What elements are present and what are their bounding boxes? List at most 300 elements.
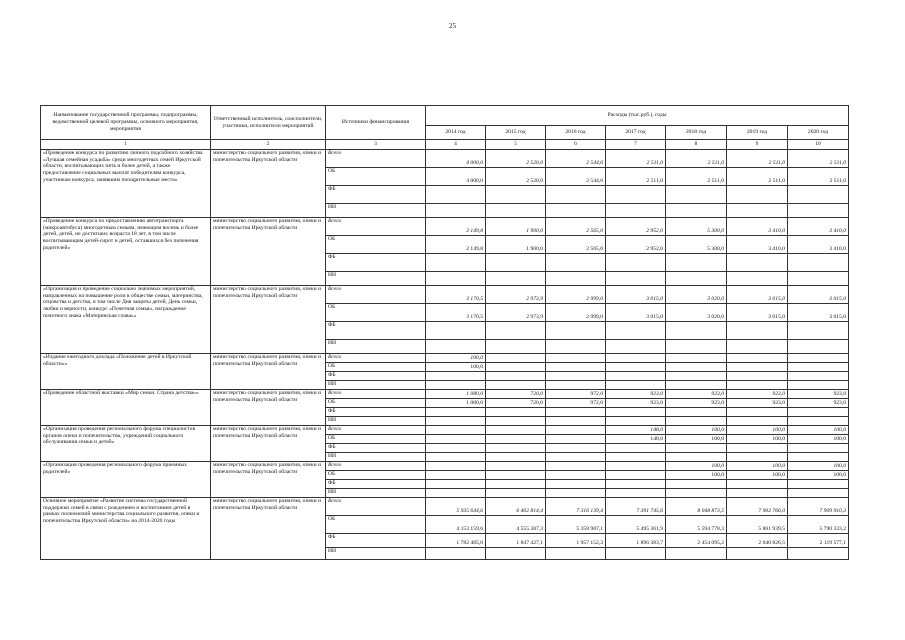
- amount-cell: [606, 354, 666, 363]
- amount-cell: 2 511,0: [606, 168, 666, 186]
- amount-cell: [486, 363, 546, 372]
- amount-cell: 2 511,0: [788, 168, 849, 186]
- header-year: 2014 год: [426, 126, 486, 140]
- funding-source: ИИ: [326, 489, 426, 498]
- measure-executor: министерство социального развития, опеки и попечительства Иркутской области: [211, 150, 326, 218]
- amount-cell: 5 300,0: [666, 218, 727, 236]
- funding-source: Всего: [326, 390, 426, 399]
- header-year: 2020 год: [788, 126, 849, 140]
- funding-source: ИИ: [326, 340, 426, 354]
- amount-cell: [426, 426, 486, 435]
- table-row: [41, 218, 849, 236]
- amount-cell: 972,0: [546, 399, 606, 408]
- measure-executor: министерство социального развития, опеки и попечительства Иркутской области: [211, 218, 326, 286]
- funding-source: ФБ: [326, 186, 426, 204]
- amount-cell: [486, 480, 546, 489]
- amount-cell: 3 015,0: [606, 286, 666, 304]
- amount-cell: [788, 322, 849, 340]
- amount-cell: 4 153 159,6: [426, 516, 486, 534]
- amount-cell: [486, 354, 546, 363]
- header-year: 2018 год: [666, 126, 727, 140]
- amount-cell: 3 170,5: [426, 286, 486, 304]
- amount-cell: 5 861 939,5: [727, 516, 788, 534]
- amount-cell: [426, 381, 486, 390]
- amount-cell: [606, 471, 666, 480]
- amount-cell: 3 015,0: [788, 286, 849, 304]
- amount-cell: [486, 186, 546, 204]
- amount-cell: [426, 453, 486, 462]
- amount-cell: [546, 444, 606, 453]
- table-row: [41, 150, 849, 168]
- amount-cell: 100,0: [727, 462, 788, 471]
- amount-cell: [727, 480, 788, 489]
- amount-cell: 1 957 152,3: [546, 534, 606, 548]
- column-index: 3: [326, 140, 426, 150]
- amount-cell: [486, 435, 546, 444]
- amount-cell: 2 511,0: [606, 150, 666, 168]
- amount-cell: 2 520,0: [486, 168, 546, 186]
- amount-cell: [606, 417, 666, 426]
- amount-cell: [426, 272, 486, 286]
- amount-cell: 3 015,0: [727, 286, 788, 304]
- amount-cell: 100,0: [426, 363, 486, 372]
- amount-cell: 100,0: [788, 471, 849, 480]
- amount-cell: [546, 489, 606, 498]
- table-row: [41, 390, 849, 399]
- amount-cell: [426, 489, 486, 498]
- amount-cell: 923,0: [727, 390, 788, 399]
- amount-cell: [486, 471, 546, 480]
- amount-cell: [486, 417, 546, 426]
- funding-source: ОБ: [326, 236, 426, 254]
- measure-executor: министерство социального развития, опеки и попечительства Иркутской области: [211, 498, 326, 560]
- amount-cell: 2 119 577,1: [788, 534, 849, 548]
- amount-cell: [666, 372, 727, 381]
- amount-cell: [426, 254, 486, 272]
- amount-cell: 720,0: [486, 390, 546, 399]
- amount-cell: 2 973,9: [486, 286, 546, 304]
- amount-cell: [546, 471, 606, 480]
- amount-cell: [727, 381, 788, 390]
- amount-cell: [788, 408, 849, 417]
- amount-cell: [426, 417, 486, 426]
- amount-cell: 100,0: [666, 426, 727, 435]
- amount-cell: 2 149,8: [426, 218, 486, 236]
- column-index: 4: [426, 140, 486, 150]
- table-row: [41, 498, 849, 516]
- amount-cell: [606, 204, 666, 218]
- header-expenses: Расходы (тыс.руб.), годы: [426, 106, 849, 126]
- amount-cell: [546, 322, 606, 340]
- amount-cell: 2 511,0: [788, 150, 849, 168]
- header-year: 2016 год: [546, 126, 606, 140]
- amount-cell: 2 511,0: [666, 150, 727, 168]
- amount-cell: [666, 204, 727, 218]
- amount-cell: [546, 417, 606, 426]
- amount-cell: [788, 186, 849, 204]
- funding-source: Всего: [326, 354, 426, 363]
- header-year: 2015 год: [486, 126, 546, 140]
- funding-source: ОБ: [326, 399, 426, 408]
- amount-cell: 3 410,0: [727, 218, 788, 236]
- amount-cell: [788, 354, 849, 363]
- measure-name: Основное мероприятие «Развитие системы государственной поддержки семей в связи с рождением и воспитанием детей в рамках полномочий министерства социального развития, опеки и попечительства Иркутской области» на 2014-2020 годы: [41, 498, 211, 560]
- amount-cell: [486, 462, 546, 471]
- amount-cell: [727, 322, 788, 340]
- amount-cell: [788, 363, 849, 372]
- amount-cell: 4 000,0: [426, 150, 486, 168]
- amount-cell: [727, 548, 788, 560]
- amount-cell: [666, 254, 727, 272]
- amount-cell: 148,0: [606, 435, 666, 444]
- amount-cell: [426, 204, 486, 218]
- measure-name: «Организация проведения регионального форума приемных родителей»: [41, 462, 211, 498]
- amount-cell: [426, 340, 486, 354]
- table-row: [41, 354, 849, 363]
- funding-source: Всего: [326, 426, 426, 435]
- table-row: [41, 286, 849, 304]
- funding-source: Всего: [326, 218, 426, 236]
- amount-cell: [546, 340, 606, 354]
- amount-cell: [606, 548, 666, 560]
- amount-cell: 923,0: [666, 399, 727, 408]
- amount-cell: [606, 340, 666, 354]
- amount-cell: 923,0: [788, 390, 849, 399]
- amount-cell: [546, 204, 606, 218]
- funding-source: ФБ: [326, 254, 426, 272]
- table-body: [41, 150, 849, 560]
- table-row: [41, 462, 849, 471]
- amount-cell: 5 935 644,6: [426, 498, 486, 516]
- column-index: 9: [727, 140, 788, 150]
- amount-cell: [546, 381, 606, 390]
- expenses-table: [40, 105, 849, 560]
- amount-cell: [486, 254, 546, 272]
- amount-cell: [727, 444, 788, 453]
- amount-cell: [486, 408, 546, 417]
- header-year: 2019 год: [727, 126, 788, 140]
- amount-cell: [426, 435, 486, 444]
- amount-cell: [606, 372, 666, 381]
- amount-cell: [426, 408, 486, 417]
- amount-cell: [546, 254, 606, 272]
- amount-cell: [606, 408, 666, 417]
- amount-cell: 1 847 427,1: [486, 534, 546, 548]
- amount-cell: [666, 381, 727, 390]
- amount-cell: 1 080,0: [426, 390, 486, 399]
- amount-cell: 3 020,0: [666, 286, 727, 304]
- amount-cell: 7 316 139,4: [546, 498, 606, 516]
- funding-source: Всего: [326, 498, 426, 516]
- funding-source: ИИ: [326, 453, 426, 462]
- amount-cell: [666, 408, 727, 417]
- amount-cell: [606, 462, 666, 471]
- funding-source: ФБ: [326, 444, 426, 453]
- funding-source: ОБ: [326, 363, 426, 372]
- amount-cell: [426, 471, 486, 480]
- funding-source: ФБ: [326, 372, 426, 381]
- amount-cell: 2 149,8: [426, 236, 486, 254]
- amount-cell: [426, 480, 486, 489]
- amount-cell: [666, 272, 727, 286]
- funding-source: ОБ: [326, 516, 426, 534]
- amount-cell: [788, 272, 849, 286]
- amount-cell: 923,0: [666, 390, 727, 399]
- amount-cell: 1 896 383,7: [606, 534, 666, 548]
- amount-cell: [666, 363, 727, 372]
- amount-cell: [486, 340, 546, 354]
- amount-cell: 2 544,6: [546, 168, 606, 186]
- measure-executor: министерство социального развития, опеки и попечительства Иркутской области: [211, 390, 326, 426]
- amount-cell: 100,0: [727, 471, 788, 480]
- amount-cell: [788, 417, 849, 426]
- amount-cell: 5 495 361,9: [606, 516, 666, 534]
- amount-cell: [546, 426, 606, 435]
- amount-cell: [546, 186, 606, 204]
- header-source: Источники финансирования: [326, 106, 426, 140]
- amount-cell: [546, 408, 606, 417]
- amount-cell: [546, 363, 606, 372]
- measure-name: «Издание ежегодного доклада «Положение детей в Иркутской области»»: [41, 354, 211, 390]
- amount-cell: [426, 444, 486, 453]
- amount-cell: 3 170,5: [426, 304, 486, 322]
- amount-cell: [546, 548, 606, 560]
- amount-cell: [606, 254, 666, 272]
- amount-cell: 4 000,0: [426, 168, 486, 186]
- amount-cell: 100,0: [666, 435, 727, 444]
- table-row: [41, 426, 849, 435]
- amount-cell: 7 909 910,3: [788, 498, 849, 516]
- header-executor: Ответственный исполнитель, соисполнители, участники, исполнители мероприятий: [211, 106, 326, 140]
- amount-cell: [727, 363, 788, 372]
- page-number: 25: [449, 22, 456, 30]
- amount-cell: 100,0: [788, 462, 849, 471]
- amount-cell: [606, 186, 666, 204]
- amount-cell: 148,0: [606, 426, 666, 435]
- measure-name: «Проведение областной выставки «Мир семьи. Страна детства»»: [41, 390, 211, 426]
- amount-cell: 2 952,0: [606, 218, 666, 236]
- amount-cell: 100,0: [727, 435, 788, 444]
- amount-cell: 2 544,6: [546, 150, 606, 168]
- amount-cell: [486, 453, 546, 462]
- amount-cell: [426, 548, 486, 560]
- measure-name: «Организация и проведение социально значимых мероприятий, направленных на повышение роли в обществе семьи, материнства, отцовства и детства, в том числе Дня защиты детей, День семьи, любви и верности, конкурс «Почетная семья», награждение почетного знака «Материнская слава»»: [41, 286, 211, 354]
- amount-cell: [788, 381, 849, 390]
- amount-cell: [486, 489, 546, 498]
- amount-cell: 3 410,0: [788, 218, 849, 236]
- column-index: 2: [211, 140, 326, 150]
- amount-cell: [666, 340, 727, 354]
- amount-cell: [788, 480, 849, 489]
- amount-cell: 720,0: [486, 399, 546, 408]
- funding-source: ОБ: [326, 435, 426, 444]
- funding-source: Всего: [326, 462, 426, 471]
- amount-cell: [426, 322, 486, 340]
- amount-cell: 2 999,0: [546, 286, 606, 304]
- amount-cell: 2 952,0: [606, 236, 666, 254]
- amount-cell: [727, 417, 788, 426]
- amount-cell: [486, 548, 546, 560]
- amount-cell: [788, 489, 849, 498]
- amount-cell: [666, 417, 727, 426]
- amount-cell: 3 015,0: [606, 304, 666, 322]
- amount-cell: [486, 204, 546, 218]
- amount-cell: 4 555 387,3: [486, 516, 546, 534]
- amount-cell: [788, 453, 849, 462]
- amount-cell: 1 782 485,0: [426, 534, 486, 548]
- amount-cell: [486, 444, 546, 453]
- amount-cell: 5 300,0: [666, 236, 727, 254]
- amount-cell: [727, 340, 788, 354]
- amount-cell: [666, 480, 727, 489]
- amount-cell: 2 565,0: [546, 236, 606, 254]
- funding-source: Всего: [326, 286, 426, 304]
- amount-cell: 2 511,0: [727, 150, 788, 168]
- amount-cell: [666, 548, 727, 560]
- amount-cell: [606, 272, 666, 286]
- amount-cell: 1 900,0: [486, 218, 546, 236]
- column-index: 8: [666, 140, 727, 150]
- amount-cell: [788, 372, 849, 381]
- amount-cell: [666, 354, 727, 363]
- column-index: 1: [41, 140, 211, 150]
- amount-cell: [788, 548, 849, 560]
- funding-source: ОБ: [326, 304, 426, 322]
- column-index: 5: [486, 140, 546, 150]
- column-index: 6: [546, 140, 606, 150]
- amount-cell: [606, 489, 666, 498]
- amount-cell: [546, 354, 606, 363]
- amount-cell: [727, 408, 788, 417]
- amount-cell: [426, 186, 486, 204]
- amount-cell: 5 358 987,1: [546, 516, 606, 534]
- amount-cell: 1 900,0: [486, 236, 546, 254]
- amount-cell: [606, 363, 666, 372]
- amount-cell: [666, 489, 727, 498]
- funding-source: ОБ: [326, 168, 426, 186]
- funding-source: ИИ: [326, 548, 426, 560]
- amount-cell: 923,0: [727, 399, 788, 408]
- amount-cell: [666, 186, 727, 204]
- amount-cell: 3 015,0: [727, 304, 788, 322]
- funding-source: Всего: [326, 150, 426, 168]
- funding-source: ИИ: [326, 417, 426, 426]
- amount-cell: 100,0: [426, 354, 486, 363]
- amount-cell: 2 040 826,5: [727, 534, 788, 548]
- amount-cell: [788, 204, 849, 218]
- amount-cell: 972,0: [546, 390, 606, 399]
- amount-cell: [666, 322, 727, 340]
- funding-source: ФБ: [326, 534, 426, 548]
- amount-cell: 8 048 873,5: [666, 498, 727, 516]
- amount-cell: [727, 354, 788, 363]
- amount-cell: 923,0: [606, 399, 666, 408]
- measure-name: «Организация проведения регионального форума специалистов органов опеки и попечительства, учреждений социального обслуживания семьи и детей»: [41, 426, 211, 462]
- header-name: Наименование государственной программы, подпрограммы, ведомственной целевой программы, основного мероприятия, мероприятия: [41, 106, 211, 140]
- amount-cell: 100,0: [788, 426, 849, 435]
- amount-cell: 5 790 333,2: [788, 516, 849, 534]
- amount-cell: 7 902 766,0: [727, 498, 788, 516]
- funding-source: ОБ: [326, 471, 426, 480]
- amount-cell: 100,0: [666, 471, 727, 480]
- measure-name: «Проведение конкурса по предоставлению автотранспорта (микроавтобуса) многодетным семьям, имеющим восемь и более детей, детей, не достигших возраста 18 лет, в том числе воспитывающим детей-сирот и детей, оставшихся без попечения родителей»: [41, 218, 211, 286]
- funding-source: ФБ: [326, 322, 426, 340]
- amount-cell: 3 410,0: [727, 236, 788, 254]
- amount-cell: [727, 372, 788, 381]
- amount-cell: [486, 372, 546, 381]
- amount-cell: [486, 426, 546, 435]
- amount-cell: 923,0: [606, 390, 666, 399]
- amount-cell: 6 402 814,4: [486, 498, 546, 516]
- amount-cell: [788, 444, 849, 453]
- measure-executor: министерство социального развития, опеки и попечительства Иркутской области: [211, 426, 326, 462]
- amount-cell: [546, 272, 606, 286]
- amount-cell: 1 080,0: [426, 399, 486, 408]
- amount-cell: [546, 453, 606, 462]
- amount-cell: 5 594 778,3: [666, 516, 727, 534]
- amount-cell: [546, 480, 606, 489]
- amount-cell: 2 999,0: [546, 304, 606, 322]
- amount-cell: [727, 186, 788, 204]
- amount-cell: [486, 322, 546, 340]
- amount-cell: [606, 444, 666, 453]
- amount-cell: 2 973,9: [486, 304, 546, 322]
- amount-cell: [486, 272, 546, 286]
- amount-cell: 2 454 095,2: [666, 534, 727, 548]
- amount-cell: 3 410,0: [788, 236, 849, 254]
- funding-source: ИИ: [326, 272, 426, 286]
- amount-cell: [546, 372, 606, 381]
- amount-cell: 923,0: [788, 399, 849, 408]
- measure-executor: министерство социального развития, опеки и попечительства Иркутской области: [211, 286, 326, 354]
- measure-executor: министерство социального развития, опеки и попечительства Иркутской области: [211, 462, 326, 498]
- amount-cell: 2 511,0: [727, 168, 788, 186]
- amount-cell: 100,0: [666, 462, 727, 471]
- amount-cell: [546, 462, 606, 471]
- amount-cell: [546, 435, 606, 444]
- amount-cell: 100,0: [727, 426, 788, 435]
- amount-cell: [727, 254, 788, 272]
- amount-cell: [666, 444, 727, 453]
- amount-cell: [788, 340, 849, 354]
- amount-cell: [606, 381, 666, 390]
- amount-cell: 3 015,0: [788, 304, 849, 322]
- funding-source: ФБ: [326, 408, 426, 417]
- amount-cell: [426, 462, 486, 471]
- amount-cell: 2 520,0: [486, 150, 546, 168]
- measure-name: «Проведение конкурса по развитию личного подсобного хозяйства «Лучшая семейная усадьба» среди многодетных семей Иркутской области, воспитывающих пять и более детей, а также предоставление социальных выплат победителям конкурса, участникам конкурса, занявшим поощрительные места»: [41, 150, 211, 218]
- funding-source: ИИ: [326, 381, 426, 390]
- funding-source: ФБ: [326, 480, 426, 489]
- amount-cell: [486, 381, 546, 390]
- header-year: 2017 год: [606, 126, 666, 140]
- amount-cell: 2 565,0: [546, 218, 606, 236]
- amount-cell: [727, 204, 788, 218]
- amount-cell: [606, 322, 666, 340]
- funding-source: ИИ: [326, 204, 426, 218]
- amount-cell: 2 511,0: [666, 168, 727, 186]
- amount-cell: 3 020,0: [666, 304, 727, 322]
- amount-cell: [606, 480, 666, 489]
- amount-cell: [606, 453, 666, 462]
- amount-cell: [426, 372, 486, 381]
- measure-executor: министерство социального развития, опеки и попечительства Иркутской области: [211, 354, 326, 390]
- amount-cell: 100,0: [788, 435, 849, 444]
- amount-cell: [727, 453, 788, 462]
- amount-cell: [666, 453, 727, 462]
- column-index: 10: [788, 140, 849, 150]
- amount-cell: [727, 489, 788, 498]
